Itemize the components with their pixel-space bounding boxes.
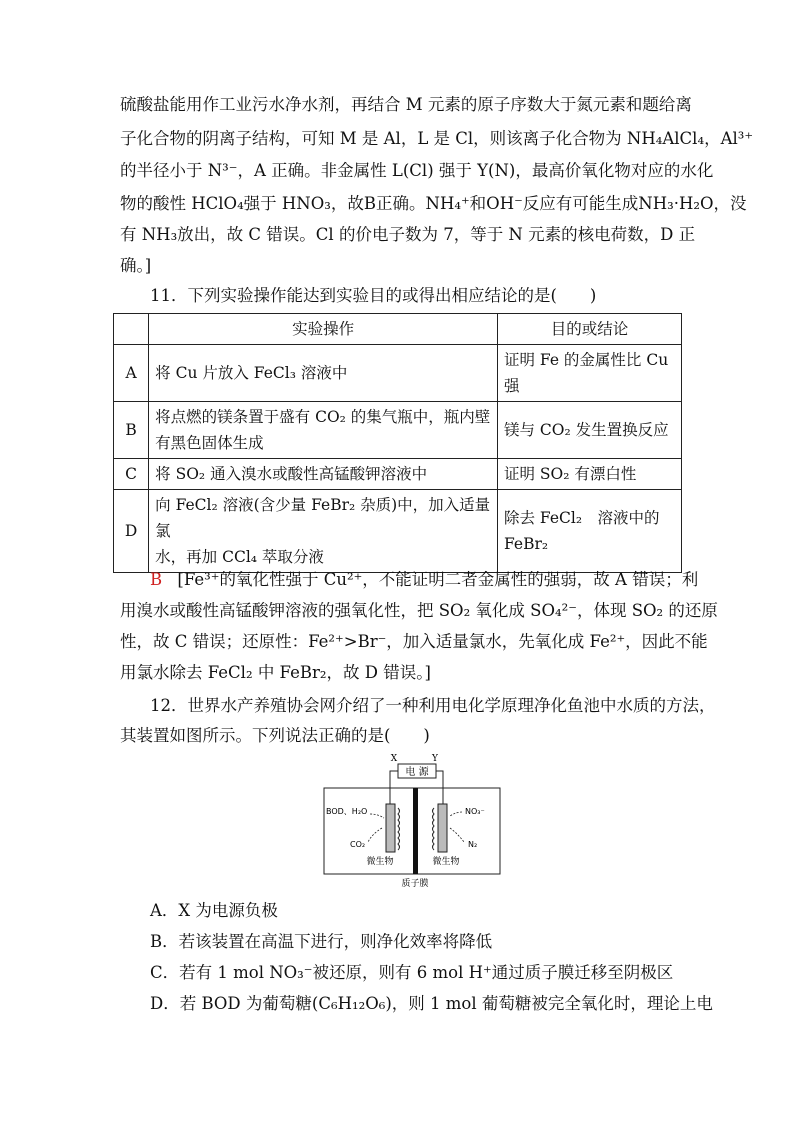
microbe-film-right xyxy=(433,808,435,850)
question-11-stem: 11．下列实验操作能达到实验目的或得出相应结论的是( ) xyxy=(150,286,597,305)
microbe-label-left: 微生物 xyxy=(366,857,394,867)
option-label: A xyxy=(114,345,149,402)
y-terminal-label: Y xyxy=(432,754,438,764)
option-a: A．X 为电源负极 xyxy=(150,901,278,920)
option-label: D xyxy=(114,490,149,573)
arrow-n2 xyxy=(450,828,464,842)
cell-line: 强 xyxy=(504,377,520,395)
arrow-nitrate xyxy=(450,812,462,816)
cell-line: FeBr₂ xyxy=(504,535,549,553)
text-line: 确。] xyxy=(120,256,152,275)
answer-explanation: [Fe³⁺的氧化性强于 Cu²⁺，不能证明二者金属性的强弱，故 A 错误；利 xyxy=(177,570,699,589)
microbe-label-right: 微生物 xyxy=(432,857,460,867)
proton-membrane xyxy=(413,788,418,874)
option-d: D．若 BOD 为葡萄糖(C₆H₁₂O₆)，则 1 mol 葡萄糖被完全氧化时，理论上电 xyxy=(150,994,713,1013)
operation-cell xyxy=(149,490,498,573)
conclusion-cell xyxy=(498,402,682,459)
table-header-cell: 实验操作 xyxy=(149,314,498,345)
left-electrode xyxy=(386,804,395,852)
x-terminal-label: X xyxy=(390,754,398,764)
option-label: B xyxy=(114,402,149,459)
text-line: 有 NH₃放出，故 C 错误。Cl 的价电子数为 7，等于 N 元素的核电荷数，D 正 xyxy=(120,225,696,244)
conclusion-cell xyxy=(498,490,682,573)
conclusion-cell xyxy=(498,345,682,402)
membrane-label: 质子膜 xyxy=(401,879,429,889)
cell-line: 证明 Fe 的金属性比 Cu xyxy=(504,351,669,369)
option-c: C．若有 1 mol NO₃⁻被还原，则有 6 mol H⁺通过质子膜迁移至阴极区 xyxy=(150,963,674,982)
cell-line: 除去 FeCl₂ 溶液中的 xyxy=(504,509,660,527)
n2-label: N₂ xyxy=(468,840,478,849)
question-12-stem: 12．世界水产养殖协会网介绍了一种利用电化学原理净化鱼池中水质的方法， xyxy=(150,696,716,715)
cell-line: 将 SO₂ 通入溴水或酸性高锰酸钾溶液中 xyxy=(155,465,428,483)
nitrate-label: NO₃⁻ xyxy=(465,807,485,816)
cell-line: 将 Cu 片放入 FeCl₃ 溶液中 xyxy=(155,364,348,382)
answer-letter: B xyxy=(150,570,163,589)
power-label: 电 源 xyxy=(405,767,429,778)
cell-line: 向 FeCl₂ 溶液(含少量 FeBr₂ 杂质)中，加入适量氯 xyxy=(155,496,491,540)
co2-label: CO₂ xyxy=(350,840,366,849)
bod-label: BOD、H₂O xyxy=(326,807,368,816)
cell-line: 证明 SO₂ 有漂白性 xyxy=(504,465,637,483)
answer-line xyxy=(150,569,698,591)
table-row xyxy=(114,402,682,459)
text-line: 的半径小于 N³⁻，A 正确。非金属性 L(Cl) 强于 Y(N)，最高价氧化物对应的水化 xyxy=(120,161,714,180)
text-line: 物的酸性 HClO₄强于 HNO₃，故B正确。NH₄⁺和OH⁻反应有可能生成NH₃·H₂O，没 xyxy=(120,194,747,213)
right-electrode xyxy=(438,804,447,852)
electrolysis-diagram xyxy=(322,752,502,892)
table-row xyxy=(114,490,682,573)
text-line: 性，故 C 错误；还原性：Fe²⁺>Br⁻，加入适量氯水，先氧化成 Fe²⁺，因此不能 xyxy=(120,632,708,651)
operation-cell xyxy=(149,459,498,490)
conclusion-cell xyxy=(498,459,682,490)
text-line: 用溴水或酸性高锰酸钾溶液的强氧化性，把 SO₂ 氧化成 SO₄²⁻，体现 SO₂ 的还原 xyxy=(120,601,718,620)
table-row xyxy=(114,459,682,490)
experiment-table xyxy=(113,313,682,573)
tank-outline xyxy=(324,788,500,874)
table-header-row xyxy=(114,314,682,345)
table-header-cell: 目的或结论 xyxy=(498,314,682,345)
table-row xyxy=(114,345,682,402)
microbe-film-left xyxy=(398,808,400,850)
table-header-cell xyxy=(114,314,149,345)
operation-cell xyxy=(149,345,498,402)
cell-line: 将点燃的镁条置于盛有 CO₂ 的集气瓶中，瓶内壁 xyxy=(155,408,491,426)
text-line: 子化合物的阴离子结构，可知 M 是 Al，L 是 Cl，则该离子化合物为 NH₄AlCl₄，Al³⁺ xyxy=(120,129,754,148)
cell-line: 水，再加 CCl₄ 萃取分液 xyxy=(155,548,324,566)
arrow-bod xyxy=(370,814,384,818)
option-label: C xyxy=(114,459,149,490)
text-line: 硫酸盐能用作工业污水净水剂，再结合 M 元素的原子序数大于氮元素和题给离 xyxy=(120,95,692,114)
operation-cell xyxy=(149,402,498,459)
question-12-stem-cont: 其装置如图所示。下列说法正确的是( ) xyxy=(120,726,430,745)
cell-line: 镁与 CO₂ 发生置换反应 xyxy=(504,421,669,439)
arrow-co2 xyxy=(368,828,382,842)
option-b: B．若该装置在高温下进行，则净化效率将降低 xyxy=(150,932,493,951)
text-line: 用氯水除去 FeCl₂ 中 FeBr₂，故 D 错误。] xyxy=(120,663,431,682)
cell-line: 有黑色固体生成 xyxy=(155,434,264,452)
